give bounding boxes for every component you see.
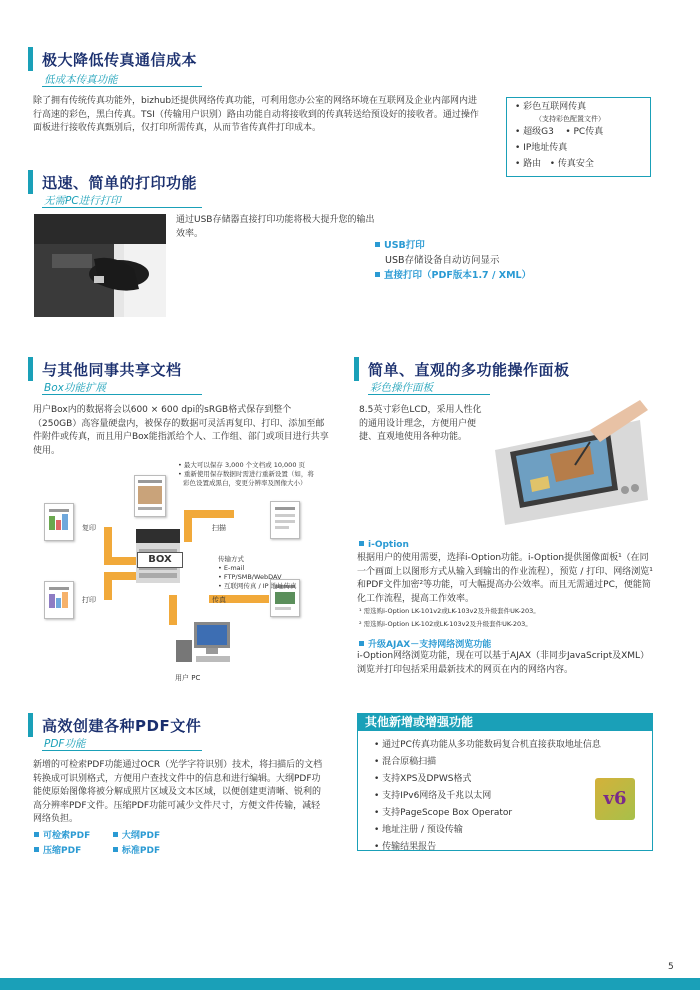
divider	[42, 394, 202, 395]
box-body: 用户Box内的数据将会以600 × 600 dpi的sRGB格式保存到整个（250GB）高容量硬盘内，被保存的数据可灵活再复印、打印、添加至邮件附件或传真，而且用户Box能指派给个人、工作组、部门或项目进行共享使用。	[33, 405, 329, 456]
box-label: BOX	[137, 552, 183, 568]
box-note-2: • 重新使用保存数据时需进行重新设置（如，将	[178, 470, 314, 478]
pdf-compact: 压缩PDF	[43, 846, 82, 856]
panel-body: 8.5英寸彩色LCD，采用人性化的通用设计理念，方便用户便捷、直观地使用各种功能。	[359, 405, 482, 442]
footnote-2: ² 需选购i-Option LK-102或LK-103v2及升级套件UK-203。	[359, 620, 532, 628]
document-copy	[44, 503, 74, 541]
other-features-header	[357, 713, 653, 731]
feature-color-ifax: • 彩色互联网传真	[515, 102, 587, 112]
usb-print-desc: USB存储设备自动访问显示	[385, 255, 500, 266]
feature-color-ifax-note: （支持彩色配置文件）	[535, 115, 605, 123]
bullet-square	[375, 242, 380, 247]
box-title: 与其他同事共享文档	[42, 361, 182, 379]
transfer-title: 传输方式	[218, 555, 244, 563]
document-scan	[270, 501, 300, 539]
document-print	[44, 581, 74, 619]
arrow-scan	[184, 510, 234, 518]
divider	[42, 750, 202, 751]
bullet-square	[113, 847, 118, 852]
transfer-methods	[218, 555, 297, 591]
usb-print-photo	[34, 214, 166, 317]
fax-features-box	[506, 97, 651, 177]
fax-subtitle: 低成本传真功能	[44, 74, 118, 86]
pdf-types	[34, 829, 160, 859]
other-features-title: 其他新增或增强功能	[365, 715, 474, 729]
ioption-body: 根据用户的使用需要，选择i-Option功能。i-Option提供图像面板¹（在同一个画面上以图形方式从输入到输出的作业流程），预览 / 打印、网络浏览¹和PDF文件加密²等功能，可大幅提高办公效率。而且无需通过PC，便能简化工作流程，提高工作效率。	[357, 553, 653, 604]
pdf-body: 新增的可检索PDF功能通过OCR（光学字符识别）技术，将扫描后的文档转换成可识别格式，方便用户查找文件中的信息和进行编辑。大纲PDF功能使原始图像将被分解成照片区域及文本区域，以便创建更清晰、锐利的高分辨率PDF文件。压缩PDF功能可减少文件尺寸，方便文件传输，减轻网络负担。	[33, 760, 323, 824]
user-pc-label: 用户 PC	[175, 674, 201, 682]
footer-bar	[0, 978, 700, 990]
ipv6-logo	[595, 778, 635, 820]
print-body: 通过USB存储器直接打印功能将极大提升您的输出效率。	[176, 215, 375, 239]
usb-print-feature	[375, 238, 531, 283]
box-note-1: • 最大可以保存 3,000 个文档或 10,000 页	[178, 461, 306, 469]
bullet-square	[34, 847, 39, 852]
divider	[42, 207, 202, 208]
section-bar	[28, 170, 33, 194]
document-box-stack	[134, 475, 166, 517]
feature-row	[515, 124, 650, 140]
ipv6-logo-text: v6	[603, 788, 627, 809]
fax-title: 极大降低传真通信成本	[42, 51, 198, 69]
box-note-3: 彩色设置成黑白，变更分辨率及图像大小）	[183, 479, 307, 487]
page-number: 5	[668, 962, 674, 972]
pdf-standard: 标准PDF	[121, 846, 161, 856]
other-item: • 地址注册 / 预设传输	[374, 825, 463, 835]
other-item: • 支持XPS及DPWS格式	[374, 774, 472, 784]
usb-print-label: USB打印	[384, 240, 425, 251]
fax-label: 传真	[212, 596, 226, 604]
feature-row	[515, 156, 650, 172]
bullet-square	[359, 641, 364, 646]
box-notes	[178, 461, 314, 488]
user-pc-illustration	[174, 620, 234, 665]
section-bar	[354, 357, 359, 381]
ioption-heading	[359, 540, 409, 550]
box-diagram	[34, 455, 334, 690]
footnote-1: ¹ 需选购i-Option LK-101v2或LK-103v2及升级套件UK-203。	[359, 607, 540, 615]
panel-subtitle: 彩色操作面板	[370, 382, 433, 394]
section-bar	[28, 47, 33, 71]
bullet-square	[375, 272, 380, 277]
print-subtitle: 无需PC进行打印	[44, 195, 121, 207]
other-item: • 支持PageScope Box Operator	[374, 808, 513, 818]
feature-routing: • 路由	[515, 159, 542, 169]
feature-pc-fax: • PC传真	[565, 127, 604, 137]
ioption-label: i-Option	[368, 540, 409, 550]
other-item: • 支持IPv6网络及千兆以太网	[374, 791, 492, 801]
transfer-email: • E-mail	[218, 564, 245, 572]
ajax-label: 升级AJAX－支持网络浏览功能	[368, 640, 492, 650]
direct-print-label: 直接打印（PDF版本1.7 / XML）	[384, 270, 532, 281]
scan-label: 扫描	[212, 524, 226, 532]
bullet-square	[34, 832, 39, 837]
pdf-subtitle: PDF功能	[44, 738, 86, 750]
copy-label: 复印	[82, 524, 96, 532]
feature-fax-security: • 传真安全	[549, 159, 594, 169]
other-item: • 传输结果报告	[374, 842, 437, 852]
bullet-square	[359, 541, 364, 546]
transfer-ftp: • FTP/SMB/WebDAV	[218, 573, 282, 581]
fax-body: 除了拥有传统传真功能外，bizhub还提供网络传真功能，可利用您办公室的网络环境在互联网及企业内部网内进行高速的彩色，黑白传真。TSI（传输用户识别）路由功能自动将接收到的传真转送给预设好的接收者。通过操作面板进行接收传真甄别后，仅打印所需传真，从而节省传真件打印成本。	[33, 96, 479, 133]
print-title: 迅速、简单的打印功能	[42, 174, 198, 192]
ajax-heading	[359, 637, 491, 650]
print-label: 打印	[82, 596, 96, 604]
pdf-searchable: 可检索PDF	[43, 831, 91, 841]
panel-title: 简单、直观的多功能操作面板	[368, 361, 570, 379]
transfer-ifax: • 互联网传真 / IP 地址传真	[218, 582, 297, 590]
other-item: • 通过PC传真功能从多功能数码复合机直接获取地址信息	[374, 740, 601, 750]
other-item: • 混合原稿扫描	[374, 757, 437, 767]
panel-photo	[490, 390, 650, 525]
bullet-square	[113, 832, 118, 837]
pdf-title: 高效创建各种PDF文件	[42, 717, 202, 735]
ajax-body: i-Option网络浏览功能，现在可以基于AJAX（非同步JavaScript及XML）浏览并打印包括采用最新技术的网页在内的网络内容。	[357, 651, 650, 675]
divider	[42, 86, 202, 87]
feature-ip-fax: • IP地址传真	[515, 143, 568, 153]
section-bar	[28, 713, 33, 737]
box-subtitle: Box功能扩展	[44, 382, 106, 394]
pdf-outline: 大纲PDF	[121, 831, 161, 841]
section-bar	[28, 357, 33, 381]
feature-super-g3: • 超级G3	[515, 127, 554, 137]
